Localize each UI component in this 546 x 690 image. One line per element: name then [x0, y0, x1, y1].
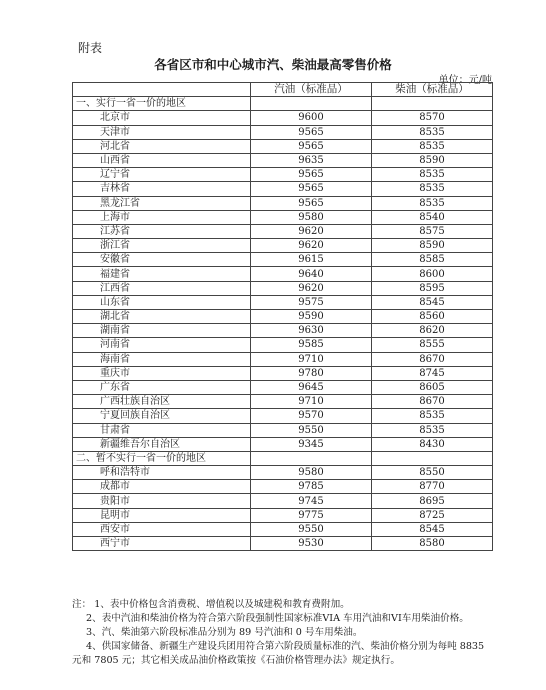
table-row: [73, 310, 493, 324]
attachment-label: 附表: [78, 41, 103, 55]
region-name: 广西壮族自治区: [73, 395, 251, 409]
region-name: 西安市: [73, 522, 251, 536]
diesel-price: 8575: [372, 224, 493, 238]
gasoline-price: 9345: [251, 437, 372, 451]
header-diesel: 柴油（标准品）: [372, 83, 493, 97]
diesel-price: 8545: [372, 522, 493, 536]
region-name: 辽宁省: [73, 168, 251, 182]
region-name: 江西省: [73, 281, 251, 295]
gasoline-price: 9530: [251, 537, 372, 551]
diesel-price: 8620: [372, 324, 493, 338]
table-row: [73, 196, 493, 210]
note-4: 4、供国家储备、新疆生产建设兵团用符合第六阶段质量标准的汽、柴油价格分别为每吨 8835 元和 7805 元；其它相关成品油价格政策按《石油价格管理办法》规定执行。: [72, 641, 485, 666]
note-1: 注： 1、表中价格包含消费税、增值税以及城建税和教育费附加。: [72, 599, 350, 610]
region-name: 山东省: [73, 295, 251, 309]
table-row: [73, 168, 493, 182]
gasoline-price: 9575: [251, 295, 372, 309]
table-row: [73, 409, 493, 423]
section-empty-cell: [251, 97, 372, 111]
region-name: 贵阳市: [73, 494, 251, 508]
diesel-price: 8535: [372, 168, 493, 182]
gasoline-price: 9710: [251, 352, 372, 366]
table-row: [73, 125, 493, 139]
table-row: [73, 281, 493, 295]
diesel-price: 8580: [372, 537, 493, 551]
document-title: 各省区市和中心城市汽、柴油最高零售价格: [154, 57, 392, 72]
gasoline-price: 9620: [251, 224, 372, 238]
gasoline-price: 9565: [251, 125, 372, 139]
table-row: [73, 253, 493, 267]
table-row: [73, 508, 493, 522]
table-row: [73, 423, 493, 437]
section-title: 二、暂不实行一省一价的地区: [73, 451, 251, 465]
table-row: [73, 494, 493, 508]
gasoline-price: 9565: [251, 139, 372, 153]
header-region: [73, 83, 251, 97]
gasoline-price: 9620: [251, 239, 372, 253]
gasoline-price: 9780: [251, 366, 372, 380]
diesel-price: 8535: [372, 125, 493, 139]
unit-label: 单位：元/吨: [438, 75, 492, 86]
region-name: 海南省: [73, 352, 251, 366]
region-name: 河北省: [73, 139, 251, 153]
gasoline-price: 9590: [251, 310, 372, 324]
gasoline-price: 9550: [251, 423, 372, 437]
table-row: [73, 210, 493, 224]
diesel-price: 8535: [372, 423, 493, 437]
table-row: [73, 480, 493, 494]
table-row: [73, 224, 493, 238]
table-row: [73, 111, 493, 125]
notes: [72, 598, 492, 668]
diesel-price: 8770: [372, 480, 493, 494]
gasoline-price: 9645: [251, 380, 372, 394]
section-row: [73, 451, 493, 465]
section-row: [73, 97, 493, 111]
table-row: [73, 139, 493, 153]
diesel-price: 8745: [372, 366, 493, 380]
region-name: 山西省: [73, 153, 251, 167]
region-name: 浙江省: [73, 239, 251, 253]
diesel-price: 8590: [372, 153, 493, 167]
region-name: 北京市: [73, 111, 251, 125]
gasoline-price: 9785: [251, 480, 372, 494]
diesel-price: 8585: [372, 253, 493, 267]
region-name: 黑龙江省: [73, 196, 251, 210]
table-row: [73, 437, 493, 451]
table-header-row: [73, 83, 493, 97]
diesel-price: 8725: [372, 508, 493, 522]
region-name: 西宁市: [73, 537, 251, 551]
diesel-price: 8550: [372, 466, 493, 480]
diesel-price: 8555: [372, 338, 493, 352]
section-empty-cell: [251, 451, 372, 465]
region-name: 重庆市: [73, 366, 251, 380]
gasoline-price: 9775: [251, 508, 372, 522]
region-name: 呼和浩特市: [73, 466, 251, 480]
gasoline-price: 9550: [251, 522, 372, 536]
diesel-price: 8670: [372, 352, 493, 366]
table-row: [73, 153, 493, 167]
gasoline-price: 9565: [251, 182, 372, 196]
table-row: [73, 366, 493, 380]
header-gasoline: 汽油（标准品）: [251, 83, 372, 97]
region-name: 上海市: [73, 210, 251, 224]
diesel-price: 8570: [372, 111, 493, 125]
gasoline-price: 9710: [251, 395, 372, 409]
table-row: [73, 182, 493, 196]
table-row: [73, 522, 493, 536]
section-empty-cell: [372, 97, 493, 111]
gasoline-price: 9640: [251, 267, 372, 281]
table-row: [73, 395, 493, 409]
gasoline-price: 9635: [251, 153, 372, 167]
note-3: 3、汽、柴油第六阶段标准品分别为 89 号汽油和 0 号车用柴油。: [86, 627, 363, 638]
diesel-price: 8695: [372, 494, 493, 508]
gasoline-price: 9615: [251, 253, 372, 267]
region-name: 江苏省: [73, 224, 251, 238]
diesel-price: 8535: [372, 182, 493, 196]
diesel-price: 8590: [372, 239, 493, 253]
region-name: 河南省: [73, 338, 251, 352]
diesel-price: 8560: [372, 310, 493, 324]
region-name: 广东省: [73, 380, 251, 394]
table-row: [73, 239, 493, 253]
gasoline-price: 9565: [251, 196, 372, 210]
table-row: [73, 537, 493, 551]
gasoline-price: 9570: [251, 409, 372, 423]
gasoline-price: 9580: [251, 210, 372, 224]
region-name: 福建省: [73, 267, 251, 281]
region-name: 甘肃省: [73, 423, 251, 437]
diesel-price: 8595: [372, 281, 493, 295]
region-name: 新疆维吾尔自治区: [73, 437, 251, 451]
table-row: [73, 380, 493, 394]
diesel-price: 8600: [372, 267, 493, 281]
gasoline-price: 9585: [251, 338, 372, 352]
diesel-price: 8670: [372, 395, 493, 409]
gasoline-price: 9600: [251, 111, 372, 125]
region-name: 湖北省: [73, 310, 251, 324]
region-name: 天津市: [73, 125, 251, 139]
price-table: [72, 82, 493, 551]
region-name: 吉林省: [73, 182, 251, 196]
region-name: 安徽省: [73, 253, 251, 267]
diesel-price: 8430: [372, 437, 493, 451]
diesel-price: 8605: [372, 380, 493, 394]
section-empty-cell: [372, 451, 493, 465]
region-name: 昆明市: [73, 508, 251, 522]
diesel-price: 8535: [372, 196, 493, 210]
region-name: 成都市: [73, 480, 251, 494]
region-name: 宁夏回族自治区: [73, 409, 251, 423]
gasoline-price: 9630: [251, 324, 372, 338]
gasoline-price: 9580: [251, 466, 372, 480]
gasoline-price: 9745: [251, 494, 372, 508]
diesel-price: 8545: [372, 295, 493, 309]
gasoline-price: 9620: [251, 281, 372, 295]
table-row: [73, 466, 493, 480]
table-row: [73, 267, 493, 281]
table-row: [73, 352, 493, 366]
diesel-price: 8535: [372, 409, 493, 423]
table-row: [73, 295, 493, 309]
note-2: 2、表中汽油和柴油价格为符合第六阶段强制性国家标准VIA 车用汽油和VI车用柴油价格。: [86, 613, 469, 624]
diesel-price: 8540: [372, 210, 493, 224]
gasoline-price: 9565: [251, 168, 372, 182]
diesel-price: 8535: [372, 139, 493, 153]
section-title: 一、实行一省一价的地区: [73, 97, 251, 111]
table-row: [73, 324, 493, 338]
table-row: [73, 338, 493, 352]
region-name: 湖南省: [73, 324, 251, 338]
